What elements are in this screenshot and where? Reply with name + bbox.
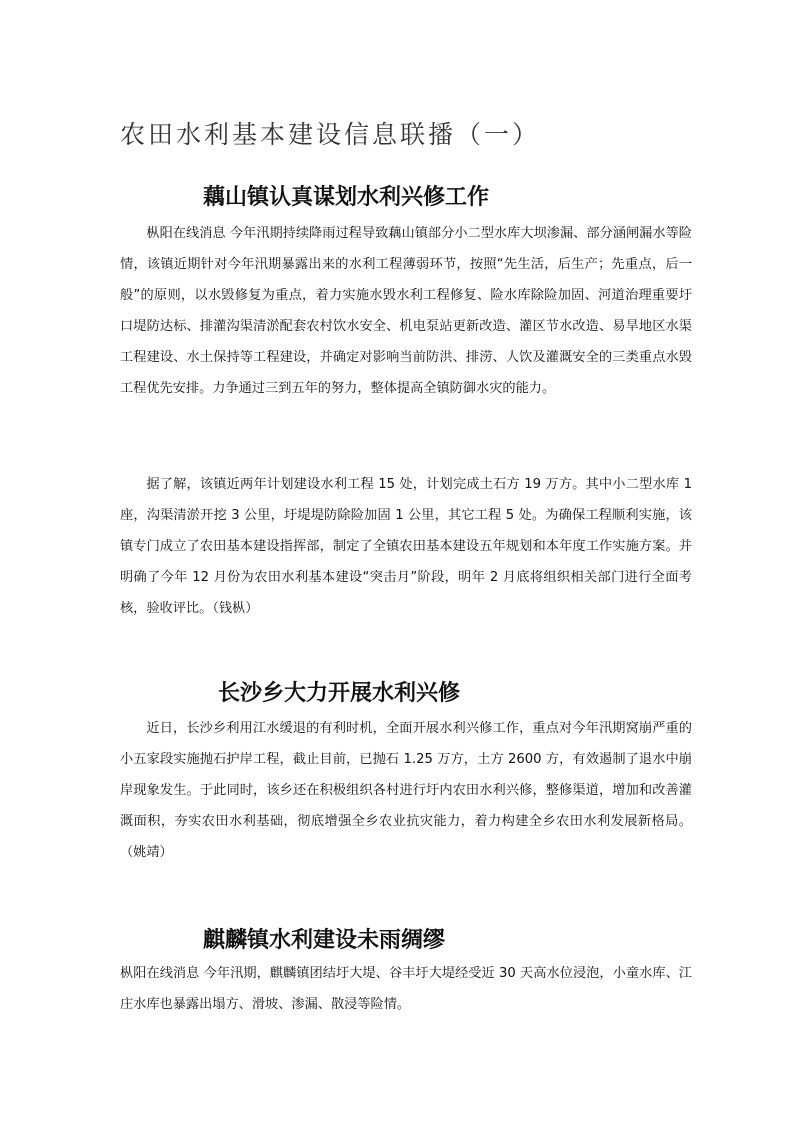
section-title-qilin: 麒麟镇水利建设未雨绸缪 xyxy=(203,927,446,954)
section-title-changsha: 长沙乡大力开展水利兴修 xyxy=(218,680,461,707)
paragraph: 据了解，该镇近两年计划建设水利工程 15 处，计划完成土石方 19 万方。其中小二型水库 1 座，沟渠清淤开挖 3 公里，圩堤堤防除险加固 1 公里，其它工程 5 处。为确保工程顺利实施，该镇专门成立了农田基本建设指挥部，制定了全镇农田基本建设五年规划和本年度工作实施方案。并明确了今年 12 月份为农田水利基本建设“突击月”阶段，明年 2 月底将组织相关部门进行全面考核，验收评比。（钱枞） xyxy=(120,477,692,616)
document-title: 农田水利基本建设信息联播（一） xyxy=(120,119,541,149)
paragraph: 枞阳在线消息 今年汛期持续降雨过程导致藕山镇部分小二型水库大坝渗漏、部分涵闸漏水等险情，该镇近期针对今年汛期暴露出来的水利工程薄弱环节，按照“先生活，后生产；先重点，后一般”的原则，以水毁修复为重点，着力实施水毁水利工程修复、险水库除险加固、河道治理重要圩口堤防达标、排灌沟渠清淤配套农村饮水安全、机电泵站更新改造、灌区节水改造、易旱地区水渠工程建设、水土保持等工程建设，并确定对影响当前防洪、排涝、人饮及灌溉安全的三类重点水毁工程优先安排。力争通过三到五年的努力，整体提高全镇防御水灾的能力。 xyxy=(120,226,693,396)
section-title-oushan: 藕山镇认真谋划水利兴修工作 xyxy=(203,184,490,211)
paragraph: 枞阳在线消息 今年汛期，麒麟镇团结圩大堤、谷丰圩大堤经受近 30 天高水位浸泡，小童水库、江庄水库也暴露出塌方、滑坡、渗漏、散浸等险情。 xyxy=(120,966,692,1012)
paragraph: 近日，长沙乡利用江水缓退的有利时机，全面开展水利兴修工作，重点对今年汛期窝崩严重的小五家段实施抛石护岸工程，截止目前，已抛石 1.25 万方，土方 2600 方，有效遏制了退水中崩岸现象发生。于此同时，该乡还在积极组织各村进行圩内农田水利兴修，整修渠道，增加和改善灌溉面积，夯实农田水利基础，彻底增强全乡农业抗灾能力，着力构建全乡农田水利发展新格局。（姚靖） xyxy=(120,721,692,860)
